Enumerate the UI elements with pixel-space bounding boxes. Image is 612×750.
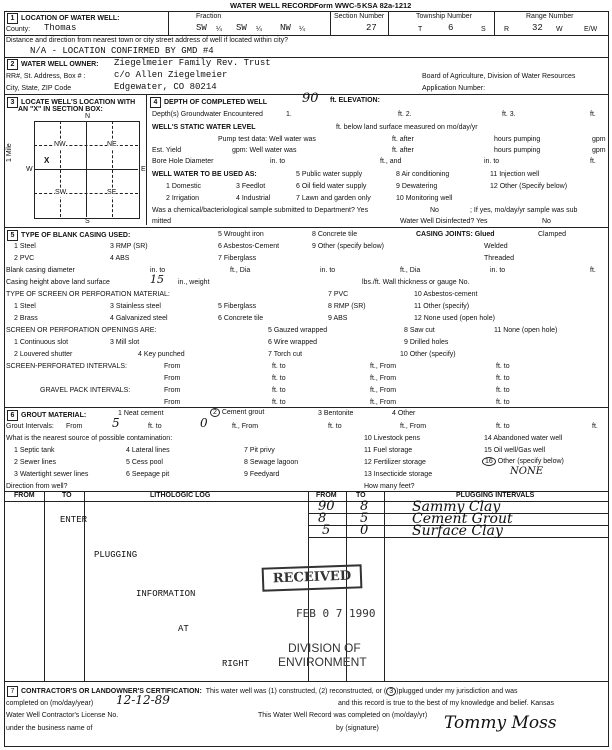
divider <box>146 94 147 225</box>
form-title: WATER WELL RECORD <box>230 1 315 10</box>
how-many-label: How many feet? <box>364 483 415 490</box>
use-public: 5 Public water supply <box>296 171 363 178</box>
north-label: N <box>85 113 91 120</box>
county-value: Thomas <box>44 23 77 33</box>
section-box <box>34 121 140 219</box>
gravel-to-3: ft. to <box>272 399 286 406</box>
plug-material: Surface Clay <box>412 523 503 539</box>
screen-none: 12 None used (open hole) <box>414 315 495 322</box>
divider <box>168 11 169 35</box>
distance-label: Distance and direction from nearest town or city street address of well if located within city? <box>6 37 289 44</box>
township-t: T <box>418 26 423 33</box>
quarter-mark: ¼ <box>299 26 305 33</box>
bore-ft: ft. <box>590 158 596 165</box>
joints-threaded: Threaded <box>484 255 514 262</box>
disinfected-label: Water Well Disinfected? Yes <box>400 218 488 225</box>
log-col-line <box>384 491 385 681</box>
bore-label: Bore Hole Diameter <box>152 158 214 165</box>
use-feedlot: 3 Feedlot <box>236 183 266 190</box>
open-louvered: 2 Louvered shutter <box>14 351 73 358</box>
pump-label: Pump test data: Well water was <box>218 136 316 143</box>
east-label: E <box>141 166 146 173</box>
screen-concrete: 6 Concrete tile <box>218 315 264 322</box>
range-r: R <box>504 26 510 33</box>
section-box-hline <box>34 169 138 170</box>
range-value: 32 <box>532 23 543 33</box>
gravel-label: GRAVEL PACK INTERVALS: <box>40 387 131 394</box>
log-from-header: FROM <box>14 492 35 499</box>
disinfected-no: No <box>542 218 551 225</box>
contam-cess: 5 Cess pool <box>126 459 163 466</box>
city-value: Edgewater, CO 80214 <box>114 82 217 92</box>
blank-in-to: in. to <box>150 267 166 274</box>
gravel-to: ft. to <box>272 387 286 394</box>
typed-right: RIGHT <box>222 659 250 669</box>
fraction-label: Fraction <box>196 13 222 20</box>
by-signature-label: by (signature) <box>336 725 379 732</box>
locate-title: LOCATE WELL'S LOCATION WITH <box>21 99 136 106</box>
stamp-environment: ENVIRONMENT <box>278 655 367 669</box>
bore-in-2: in. to <box>484 158 500 165</box>
grout-to-label: ft. to <box>148 423 162 430</box>
casing-concrete: 8 Concrete tile <box>312 231 358 238</box>
well-location-mark: X <box>44 156 50 165</box>
plug-to: 5 <box>360 511 369 526</box>
locate-title-2: AN "X" IN SECTION BOX: <box>18 106 103 113</box>
cert-text: This water well was (1) constructed, (2) reconstructed, or <box>205 688 382 695</box>
ne-label: NE <box>107 141 117 148</box>
height-in: in., weight <box>178 279 210 286</box>
open-drilled: 9 Drilled holes <box>404 339 449 346</box>
section-number: 4 <box>150 97 161 108</box>
mile-label: 1 Mile <box>6 143 13 162</box>
city-label: City, State, ZIP Code <box>6 85 72 92</box>
section-box-dash <box>112 121 113 217</box>
groundwater-1: 1. <box>286 111 292 118</box>
section-number: 2 <box>7 59 18 70</box>
use-air: 8 Air conditioning <box>396 171 450 178</box>
casing-asbestos: 6 Asbestos-Cement <box>218 243 280 250</box>
range-w: W <box>556 26 563 33</box>
plug-from: 90 <box>318 499 335 514</box>
grout-bentonite: 3 Bentonite <box>318 410 354 417</box>
completed-label: completed on (mo/day/year) <box>6 700 94 707</box>
casing-rmp: 3 RMP (SR) <box>110 243 148 250</box>
contam-oil-well: 15 Oil well/Gas well <box>484 447 546 454</box>
casing-other: 9 Other (specify below) <box>312 243 384 250</box>
pump-after: ft. after <box>392 136 414 143</box>
plug-material: Sammy Clay <box>412 499 501 515</box>
contam-livestock: 10 Livestock pens <box>364 435 421 442</box>
divider <box>330 11 331 35</box>
grout-ft-to-2: ft. to <box>496 423 510 430</box>
yield-hours: hours pumping <box>494 147 541 154</box>
ksa-number: KSA 82a-1212 <box>362 1 412 10</box>
typed-at: AT <box>178 624 189 634</box>
divider <box>494 11 495 35</box>
stamp-received: RECEIVED <box>272 568 352 587</box>
perf-ft-from: ft., From <box>370 363 397 370</box>
contam-feedyard: 9 Feedyard <box>244 471 280 478</box>
owner-value: Ziegelmeier Family Rev. Trust <box>114 58 271 68</box>
use-other: 12 Other (Specify below) <box>490 183 568 190</box>
open-torch: 7 Torch cut <box>268 351 303 358</box>
contam-watertight: 3 Watertight sewer lines <box>14 471 89 478</box>
location-label: LOCATION OF WATER WELL: <box>21 15 120 22</box>
section-box-dash <box>34 193 138 194</box>
screen-fiberglass: 5 Fiberglass <box>218 303 257 310</box>
grout-label: GROUT MATERIAL: <box>21 412 87 419</box>
section-number: 1 <box>7 13 18 24</box>
south-label: S <box>85 218 90 225</box>
grout-cement: Cement grout <box>221 409 265 416</box>
gravel-ft-from-2: ft., From <box>370 399 397 406</box>
typed-enter: ENTER <box>60 515 88 525</box>
open-key: 4 Key punched <box>138 351 185 358</box>
casing-pvc: 2 PVC <box>14 255 35 262</box>
use-label: WELL WATER TO BE USED AS: <box>152 171 257 178</box>
divider <box>4 407 608 408</box>
joints-clamped: Clamped <box>538 231 567 238</box>
gravel-from-2: From <box>164 399 181 406</box>
cert-text-2: plugged under my jurisdiction and was <box>398 688 518 695</box>
distance-value: N/A - LOCATION CONFIRMED BY GMD #4 <box>30 46 214 56</box>
grout-from-label: From <box>66 423 83 430</box>
screen-stainless: 3 Stainless steel <box>110 303 161 310</box>
section-box-dash <box>34 145 138 146</box>
open-other: 10 Other (specify) <box>400 351 456 358</box>
open-gauzed: 5 Gauzed wrapped <box>268 327 328 334</box>
plug-material: Cement Grout <box>412 511 513 527</box>
height-label: Casing height above land surface <box>6 279 110 286</box>
open-saw: 8 Saw cut <box>404 327 435 334</box>
contam-label: What is the nearest source of possible contamination: <box>6 435 173 442</box>
bore-in: in. to <box>270 158 286 165</box>
stamp-date: FEB 0 7 1990 <box>296 607 376 620</box>
openings-label: SCREEN OR PERFORATION OPENINGS ARE: <box>6 327 157 334</box>
plugging-header: PLUGGING INTERVALS <box>456 492 535 499</box>
screen-steel: 1 Steel <box>14 303 36 310</box>
owner-label: WATER WELL OWNER: <box>21 61 99 68</box>
plug-to: 0 <box>360 523 369 538</box>
fraction-3: NW <box>280 23 291 33</box>
contam-privy: 7 Pit privy <box>244 447 275 454</box>
nw-label: NW <box>54 141 66 148</box>
divider <box>4 35 608 36</box>
screen-other: 11 Other (specify) <box>414 303 470 310</box>
depth-value: 90 <box>302 91 319 106</box>
blank-ft: ft. <box>590 267 596 274</box>
se-label: SE <box>107 189 117 196</box>
board-label: Board of Agriculture, Division of Water Resources <box>422 73 576 80</box>
perf-from: From <box>164 363 181 370</box>
use-dewatering: 9 Dewatering <box>396 183 438 190</box>
range-label: Range Number <box>526 13 574 20</box>
yield-gpm: gpm: Well water was <box>232 147 297 154</box>
contam-lagoon: 8 Sewage lagoon <box>244 459 299 466</box>
groundwater-2: ft. 2. <box>398 111 412 118</box>
grout-from-value: 5 <box>112 416 120 430</box>
completed-value: 12-12-89 <box>116 693 170 707</box>
business-label: under the business name of <box>6 725 93 732</box>
application-label: Application Number: <box>422 85 486 92</box>
grout-ft-from-2: ft., From <box>400 423 427 430</box>
static-text: ft. below land surface measured on mo/day/yr <box>336 124 478 131</box>
cert-label: CONTRACTOR'S OR LANDOWNER'S CERTIFICATION: <box>21 688 202 695</box>
chem-mitted: mitted <box>152 218 172 225</box>
casing-fiberglass: 7 Fiberglass <box>218 255 257 262</box>
bore-and: ft., and <box>380 158 402 165</box>
township-label: Township Number <box>416 13 473 20</box>
height-lbs: lbs./ft. Wall thickness or gauge No. <box>362 279 470 286</box>
casing-wrought: 5 Wrought iron <box>218 231 264 238</box>
contam-none-value: NONE <box>510 466 543 477</box>
section-number: 6 <box>7 410 18 421</box>
grout-other: 4 Other <box>392 410 416 417</box>
divider <box>4 227 608 228</box>
chem-label: Was a chemical/bacteriological sample submitted to Department? Yes <box>152 207 369 214</box>
divider <box>4 57 608 58</box>
grout-cement-circle: 2 <box>210 408 220 417</box>
stamp-division: DIVISION OF <box>288 641 361 655</box>
yield-after: ft. after <box>392 147 414 154</box>
blank-in-to-2: in. to <box>320 267 336 274</box>
blank-diam-label: Blank casing diameter <box>6 267 75 274</box>
township-value: 6 <box>448 23 454 33</box>
groundwater-end: ft. <box>590 111 596 118</box>
sw-label: SW <box>55 189 67 196</box>
contam-insecticide: 13 Insecticide storage <box>364 471 433 478</box>
west-label: W <box>26 166 33 173</box>
address-label: RR#, St. Address, Box # : <box>6 73 86 80</box>
contam-seepage: 6 Seepage pit <box>126 471 170 478</box>
depth-unit: ft. ELEVATION: <box>330 97 380 104</box>
contam-other: Other (specify below) <box>497 458 564 465</box>
use-monitoring: 10 Monitoring well <box>396 195 453 202</box>
log-to-header: TO <box>62 492 72 499</box>
ew-label: E/W <box>584 26 598 33</box>
contam-fuel: 11 Fuel storage <box>364 447 413 454</box>
grout-ft-from: ft., From <box>232 423 259 430</box>
casing-steel: 1 Steel <box>14 243 36 250</box>
typed-plugging: PLUGGING <box>94 550 138 560</box>
completed-text: and this record is true to the best of my knowledge and belief. Kansas <box>338 700 554 707</box>
grout-ft-to: ft. to <box>328 423 342 430</box>
plug-from: 5 <box>322 523 331 538</box>
screen-rmp: 8 RMP (SR) <box>328 303 366 310</box>
quarter-mark: ¼ <box>216 26 222 33</box>
township-s: S <box>481 26 486 33</box>
perf-from-2: From <box>164 375 181 382</box>
address-value: c/o Allen Ziegelmeier <box>114 70 228 80</box>
use-oil-field: 6 Oil field water supply <box>296 183 367 190</box>
received-stamp <box>262 564 363 591</box>
joints-label: CASING JOINTS: Glued <box>416 231 495 238</box>
pump-hours: hours pumping <box>494 136 541 143</box>
use-irrigation: 2 Irrigation <box>166 195 200 202</box>
screen-abs: 9 ABS <box>328 315 348 322</box>
blank-ft-dia: ft., Dia <box>230 267 251 274</box>
divider <box>4 681 608 682</box>
cert-plugged-circle: 3 <box>386 687 396 696</box>
contam-other-circle: 16 <box>482 457 496 466</box>
plug-from-header: FROM <box>316 492 337 499</box>
pump-gpm: gpm <box>592 136 606 143</box>
chem-no: No <box>430 207 439 214</box>
plug-from: 8 <box>318 511 327 526</box>
fraction-2: SW <box>236 23 247 33</box>
screen-galvanized: 4 Galvanized steel <box>110 315 168 322</box>
perf-to-3: ft. to <box>272 375 286 382</box>
grout-ft-end: ft. <box>592 423 598 430</box>
typed-information: INFORMATION <box>136 589 196 599</box>
section-number: 5 <box>7 230 18 241</box>
open-wire: 6 Wire wrapped <box>268 339 318 346</box>
joints-welded: Welded <box>484 243 508 250</box>
grout-neat: 1 Neat cement <box>118 410 164 417</box>
fraction-1: SW <box>196 23 207 33</box>
groundwater-label: Depth(s) Groundwater Encountered <box>152 111 263 118</box>
grout-intervals-label: Grout Intervals: <box>6 423 54 430</box>
log-col-line <box>44 491 45 681</box>
water-well-record-form: WATER WELL RECORD Form WWC-5 KSA 82a-1212 1 LOCATION OF WATER WELL: County: Thomas Fraction SW ¼ SW ¼ NW ¼ Section Number 27 Township Number T 6 S Range Number R 32 W E/W Distance and direction from nearest town or city street address of well if located within city? N/A - LOCATION CONFIRMED BY GMD #4 2 WATER WELL OWNER: Ziegelmeier Family Rev. Trust RR#, St. Address, Box # : c/o Allen Ziegelmeier City, State, ZIP Code Edgewater, CO 80214 Board of Agriculture, Division of Water Resources Application Number: 3 LOCATE WELL'S LOCATION WITH AN "X" IN SECTION BOX: N S W E 1 Mile NW NE SW SE X 4 DEPTH OF COMPLETED WELL 90 ft. ELEVATION: Depth(s) Groundwater Encountered 1. ft. 2. ft. 3. ft. WELL'S STATIC WATER LEVEL ft. below land surface measured on mo/day/yr Pump test data: Well water was ft. after hours pumping gpm Est. Yield gpm: Well water was ft. after hours pumping gpm Bore Hole Diameter in. to ft., and in. to ft. WELL WATER TO BE USED AS: 1 Domestic 3 Feedlot 5 Public water supply 8 Air conditioning 11 Injection well 2 Irrigation 4 Industrial 7 Lawn and garden only 9 Dewatering 12 Other (Specify below) 6 Oil field water supply 10 Monitoring well Was a chemical/bacteriological sample submitted to Department? Yes No ; If yes, mo/day/yr sample was sub mitted Water Well Disinfected? Yes No 5 TYPE OF BLANK CASING USED: 1 Steel 3 RMP (SR) 5 Wrought iron 8 Concrete tile 2 PVC 4 ABS 6 Asbestos-Cement 7 Fiberglass 9 Other (specify below) CASING JOINTS: Glued Clamped Welded Threaded Blank casing diameter in. to ft., Dia in. to ft., Dia in. to ft. Casing height above land surface 15 in., weight lbs./ft. Wall thickness or gauge No. TYPE OF SCREEN OR PERFORATION MATERIAL: 1 Steel 3 Stainless steel 5 Fiberglass 7 PVC 10 Asbestos-cement 2 Brass 4 Galvanized steel 6 Concrete tile 8 RMP (SR) 11 Other (specify) 9 ABS 12 None used (open hole) SCREEN OR PERFORATION OPENINGS ARE: 1 Continuous slot 3 Mill slot 5 Gauzed wrapped 8 Saw cut 11 None (open hole) 2 Louvered shutter 4 Key punched 6 Wire wrapped 9 Drilled holes 7 Torch cut 10 Other (specify) SCREEN-PERFORATED INTERVALS: From ft. to ft., From ft. to From ft. to ft., From ft. to GRAVEL PACK INTERVALS: From ft. to ft., From ft. to From ft. to ft., From ft. to 6 GROUT MATERIAL: 1 Neat cement 2 Cement grout 3 Bentonite 4 Other Grout Intervals: From 5 ft. to 0 ft., From ft. to ft., From ft. to ft. What is the nearest source of possible contamination: 1 Septic tank 4 Lateral lines 7 Pit privy 10 Livestock pens 14 Abandoned water well 2 Sewer lines 5 Cess pool 8 Sewage lagoon 11 Fuel storage 15 Oil well/Gas well 3 Watertight sewer lines 6 Seepage pit 9 Feedyard 12 Fertilizer storage 13 Insecticide storage 16 Other (specify below) NONE Direction from well? How many feet? FROM TO LITHOLOGIC LOG FROM TO PLUGGING INTERVALS ENTER PLUGGING INFORMATION AT RIGHT 90 8 Sammy Clay 8 5 Cement Grout 5 0 Surface Clay RECEIVED FEB 0 7 1990 DIVISION OF ENVIRONMENT 7 CONTRACTOR'S OR LANDOWNER'S CERTIFICATION: This water well was (1) constructed, (2) reconstructed, or ( 3 )plugged under my jurisdiction and was completed on (mo/day/year) 12-12-89 and this record is true to the best of my knowledge and belief. Kansas Water Well Contractor's License No. This Water Well Record was completed on (mo/day/yr) under the business name of by (signature) Tommy Moss <box>0 0 612 750</box>
contam-sewer: 2 Sewer lines <box>14 459 57 466</box>
screen-brass: 2 Brass <box>14 315 38 322</box>
section-number-label: Section Number <box>334 13 385 20</box>
open-none: 11 None (open hole) <box>494 327 558 334</box>
contam-fertilizer: 12 Fertilizer storage <box>364 459 426 466</box>
gravel-from: From <box>164 387 181 394</box>
contam-abandoned: 14 Abandoned water well <box>484 435 563 442</box>
perf-to-2: ft. to <box>496 363 510 370</box>
screen-asbestos: 10 Asbestos-cement <box>414 291 478 298</box>
static-label: WELL'S STATIC WATER LEVEL <box>152 124 256 131</box>
signature: Tommy Moss <box>444 713 557 733</box>
use-lawn: 7 Lawn and garden only <box>296 195 371 202</box>
direction-label: Direction from well? <box>6 483 68 490</box>
divider <box>388 11 389 35</box>
contam-septic: 1 Septic tank <box>14 447 55 454</box>
open-mill: 3 Mill slot <box>110 339 140 346</box>
gravel-ft-from: ft., From <box>370 387 397 394</box>
casing-label: TYPE OF BLANK CASING USED: <box>21 232 131 239</box>
record-label: This Water Well Record was completed on (mo/day/yr) <box>258 712 428 719</box>
contam-lateral: 4 Lateral lines <box>126 447 170 454</box>
license-label: Water Well Contractor's License No. <box>6 712 119 719</box>
use-domestic: 1 Domestic <box>166 183 202 190</box>
gravel-to-4: ft. to <box>496 399 510 406</box>
lithologic-header: LITHOLOGIC LOG <box>150 492 211 499</box>
casing-abs: 4 ABS <box>110 255 130 262</box>
open-continuous: 1 Continuous slot <box>14 339 69 346</box>
section-box-dash <box>60 121 61 217</box>
yield-label: Est. Yield <box>152 147 182 154</box>
form-number: Form WWC-5 <box>314 1 362 10</box>
depth-label: DEPTH OF COMPLETED WELL <box>164 99 268 106</box>
use-injection: 11 Injection well <box>490 171 540 178</box>
screen-label: TYPE OF SCREEN OR PERFORATION MATERIAL: <box>6 291 170 298</box>
quarter-mark: ¼ <box>256 26 262 33</box>
grout-to-value: 0 <box>200 416 208 430</box>
perf-to-4: ft. to <box>496 375 510 382</box>
blank-in-to-3: in. to <box>490 267 506 274</box>
screen-pvc: 7 PVC <box>328 291 349 298</box>
divider <box>4 501 608 502</box>
county-label: County: <box>6 26 31 33</box>
groundwater-3: ft. 3. <box>502 111 516 118</box>
use-industrial: 4 Industrial <box>236 195 271 202</box>
perf-ft-from-2: ft., From <box>370 375 397 382</box>
height-value: 15 <box>150 273 164 286</box>
section-number: 3 <box>7 97 18 108</box>
perf-label: SCREEN-PERFORATED INTERVALS: <box>6 363 127 370</box>
section-number-value: 27 <box>366 23 377 33</box>
blank-ft-dia-2: ft., Dia <box>400 267 421 274</box>
perf-to: ft. to <box>272 363 286 370</box>
yield-gpm-end: gpm <box>592 147 606 154</box>
plug-to-header: TO <box>356 492 366 499</box>
plug-to: 8 <box>360 499 369 514</box>
section-number: 7 <box>7 686 18 697</box>
chem-if: ; If yes, mo/day/yr sample was sub <box>470 207 578 214</box>
gravel-to-2: ft. to <box>496 387 510 394</box>
